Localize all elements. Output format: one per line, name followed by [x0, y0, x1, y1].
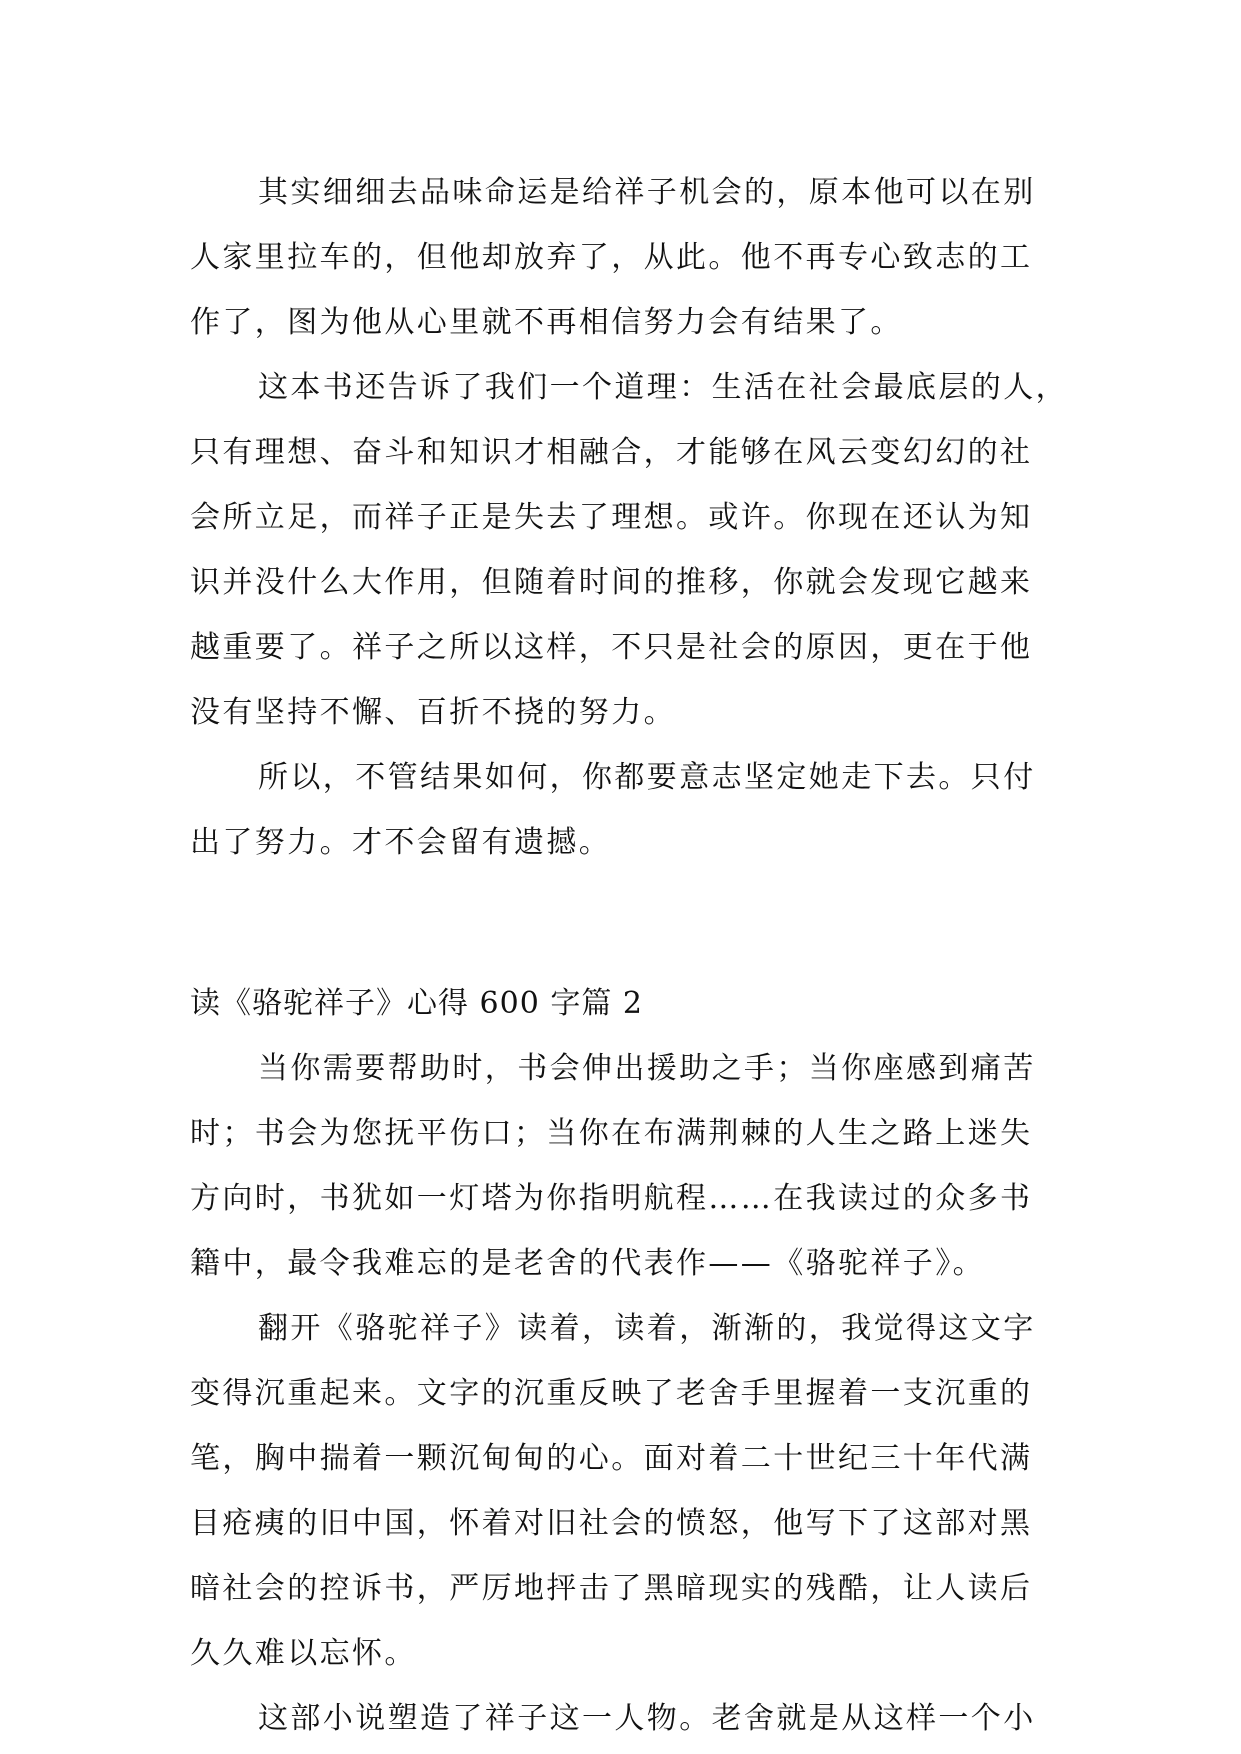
text-line: 只有理想、奋斗和知识才相融合，才能够在风云变幻幻的社 — [190, 435, 1033, 470]
text-line: 时；书会为您抚平伤口；当你在布满荆棘的人生之路上迷失 — [190, 1116, 1033, 1151]
paragraph — [190, 355, 1068, 745]
text-line: 识并没什么大作用，但随着时间的推移，你就会发现它越来 — [190, 565, 1033, 600]
text-line: 其实细细去品味命运是给祥子机会的，原本他可以在别 — [258, 175, 1036, 210]
paragraph — [190, 1036, 1050, 1296]
section-spacer — [190, 875, 1050, 971]
text-line: 人家里拉车的，但他却放弃了，从此。他不再专心致志的工 — [190, 240, 1033, 275]
text-line: 作了，图为他从心里就不再相信努力会有结果了。 — [190, 305, 903, 340]
text-line: 这本书还告诉了我们一个道理：生活在社会最底层的人， — [258, 370, 1068, 405]
text-line: 籍中，最令我难忘的是老舍的代表作——《骆驼祥子》。 — [190, 1246, 985, 1281]
text-line: 会所立足，而祥子正是失去了理想。或许。你现在还认为知 — [190, 500, 1033, 535]
paragraph — [190, 1686, 1050, 1751]
document-body — [190, 160, 1068, 1751]
text-line: 久久难以忘怀。 — [190, 1636, 417, 1671]
section-title: 读《骆驼祥子》心得 600 字篇 2 — [190, 986, 643, 1021]
text-line: 越重要了。祥子之所以这样，不只是社会的原因，更在于他 — [190, 630, 1033, 665]
text-line: 所以，不管结果如何，你都要意志坚定她走下去。只付 — [258, 760, 1036, 795]
text-line: 目疮痍的旧中国，怀着对旧社会的愤怒，他写下了这部对黑 — [190, 1506, 1033, 1541]
paragraph — [190, 160, 1050, 355]
paragraph — [190, 745, 1050, 875]
text-line: 翻开《骆驼祥子》读着，读着，渐渐的，我觉得这文字 — [258, 1311, 1036, 1346]
text-line: 出了努力。才不会留有遗撼。 — [190, 825, 612, 860]
text-line: 没有坚持不懈、百折不挠的努力。 — [190, 695, 676, 730]
text-line: 这部小说塑造了祥子这一人物。老舍就是从这样一个小 — [258, 1701, 1036, 1736]
text-line: 方向时，书犹如一灯塔为你指明航程……在我读过的众多书 — [190, 1181, 1033, 1216]
text-line: 变得沉重起来。文字的沉重反映了老舍手里握着一支沉重的 — [190, 1376, 1033, 1411]
text-line: 当你需要帮助时，书会伸出援助之手；当你座感到痛苦 — [258, 1051, 1036, 1086]
paragraph — [190, 1296, 1050, 1686]
section-heading — [190, 971, 1050, 1036]
text-line: 暗社会的控诉书，严厉地抨击了黑暗现实的残酷，让人读后 — [190, 1571, 1033, 1606]
text-line: 笔，胸中揣着一颗沉甸甸的心。面对着二十世纪三十年代满 — [190, 1441, 1033, 1476]
